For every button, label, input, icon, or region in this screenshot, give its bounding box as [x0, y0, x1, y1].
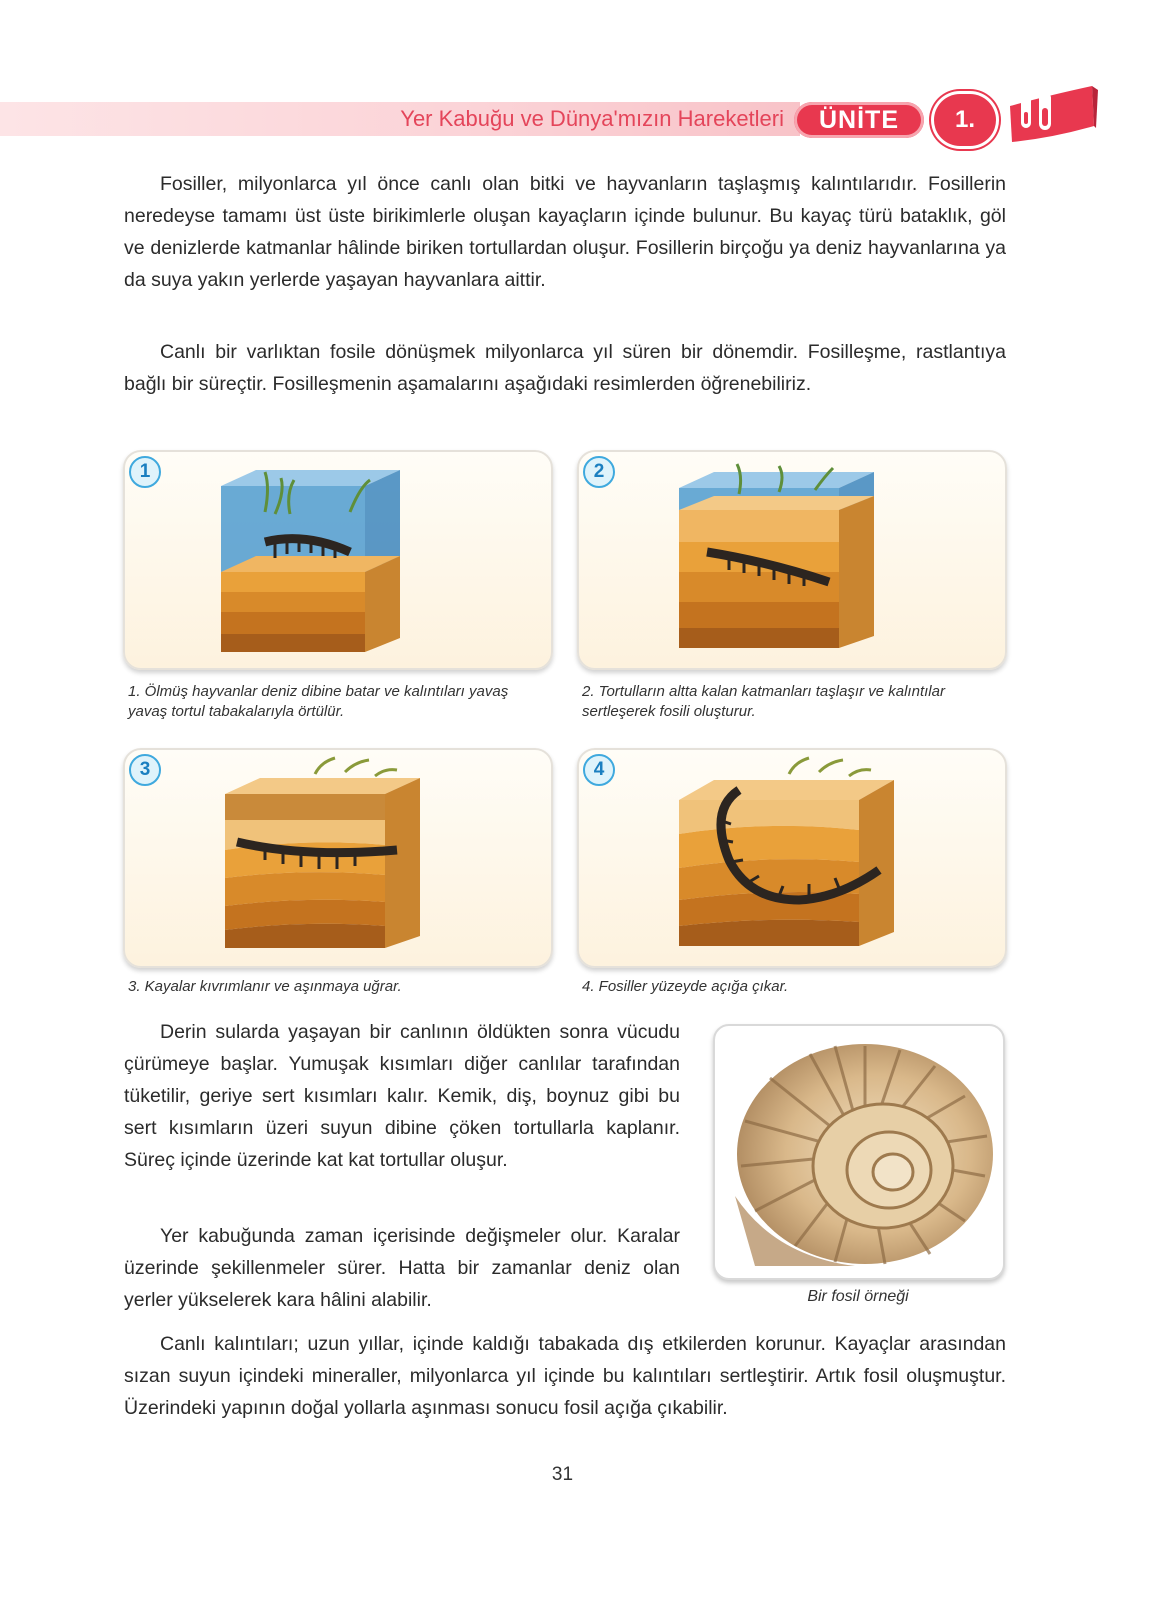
page-number: 31 — [551, 1464, 574, 1485]
unit-label: ÜNİTE — [794, 102, 924, 138]
fossil-photo-caption: Bir fosil örneği — [807, 1288, 909, 1305]
ammonite-fossil-image — [715, 1026, 1003, 1278]
fossil-step-3-illustration — [125, 750, 551, 966]
paragraph-crust-changes: Yer kabuğunda zaman içerisinde değişmeler olur. Karalar üzerinde şekillenmeler sürer. Hatta bir zamanlar deniz olan yerler yükselerek kara hâlini alabilir. — [124, 1225, 680, 1311]
paragraph-fossil-definition: Fosiller, milyonlarca yıl önce canlı olan bitki ve hayvanların taşlaşmış kalıntılarıdır. Fosillerin neredeyse tamamı üst üste birikimlerle oluşan kayaçların içinde bulunur. Bu kayaç türü bataklık, göl ve denizlerde katmanlar hâlinde biriken tortullardan oluşur. Fosillerin birçoğu ya deniz hayvanlarına ya da suya yakın yerlerde yaşayan hayvanlara aittir. — [124, 173, 1006, 291]
unit-number: 1. — [934, 94, 996, 146]
fossil-step-2-illustration — [579, 452, 1005, 668]
paragraph-fossil-formation: Canlı kalıntıları; uzun yıllar, içinde kaldığı tabakada dış etkilerden korunur. Kayaçlar arasından sızan suyun içindeki mineraller, milyonlarca yıl içinde bu kalıntıları sertleştirir. Artık fosil oluşmuştur. Üzerindeki yapının doğal yollarla aşınması sonucu fosil açığa çıkabilir. — [124, 1333, 1006, 1419]
step-2-badge: 2 — [583, 456, 615, 488]
step-3-badge: 3 — [129, 754, 161, 786]
fossil-step-4-illustration — [579, 750, 1005, 966]
fossil-photo-frame — [713, 1024, 1005, 1280]
chapter-title: Yer Kabuğu ve Dünya'mızın Hareketleri — [400, 106, 784, 131]
step-4-badge: 4 — [583, 754, 615, 786]
fossil-step-4-panel — [577, 748, 1007, 968]
step-2-caption: 2. Tortulların altta kalan katmanları taşlaşır ve kalıntılar sertleşerek fosili oluşturur. — [582, 683, 945, 720]
step-1-badge: 1 — [129, 456, 161, 488]
fossil-step-1-illustration — [125, 452, 551, 668]
fossil-step-1-panel — [123, 450, 553, 670]
step-4-caption: 4. Fosiller yüzeyde açığa çıkar. — [582, 978, 789, 995]
paragraph-decay-process: Derin sularda yaşayan bir canlının öldükten sonra vücudu çürümeye başlar. Yumuşak kısımları diğer canlılar tarafından tüketilir, geriye sert kısımları kalır. Kemik, diş, boynuz gibi bu sert kısımların üzeri suyun dibine çöken tortullarla kaplanır. Süreç içinde üzerinde kat kat tortullar oluşur. — [124, 1021, 680, 1171]
test-tubes-icon — [1006, 82, 1098, 146]
step-1-caption: 1. Ölmüş hayvanlar deniz dibine batar ve kalıntıları yavaş yavaş tortul tabakalarıyla örtülür. — [128, 683, 509, 720]
step-3-caption: 3. Kayalar kıvrımlanır ve aşınmaya uğrar. — [128, 978, 402, 995]
paragraph-fossilization-intro: Canlı bir varlıktan fosile dönüşmek milyonlarca yıl süren bir dönemdir. Fosilleşme, rastlantıya bağlı bir süreçtir. Fosilleşmenin aşamalarını aşağıdaki resimlerden öğrenebiliriz. — [124, 341, 1006, 395]
fossil-step-3-panel — [123, 748, 553, 968]
fossil-step-2-panel — [577, 450, 1007, 670]
